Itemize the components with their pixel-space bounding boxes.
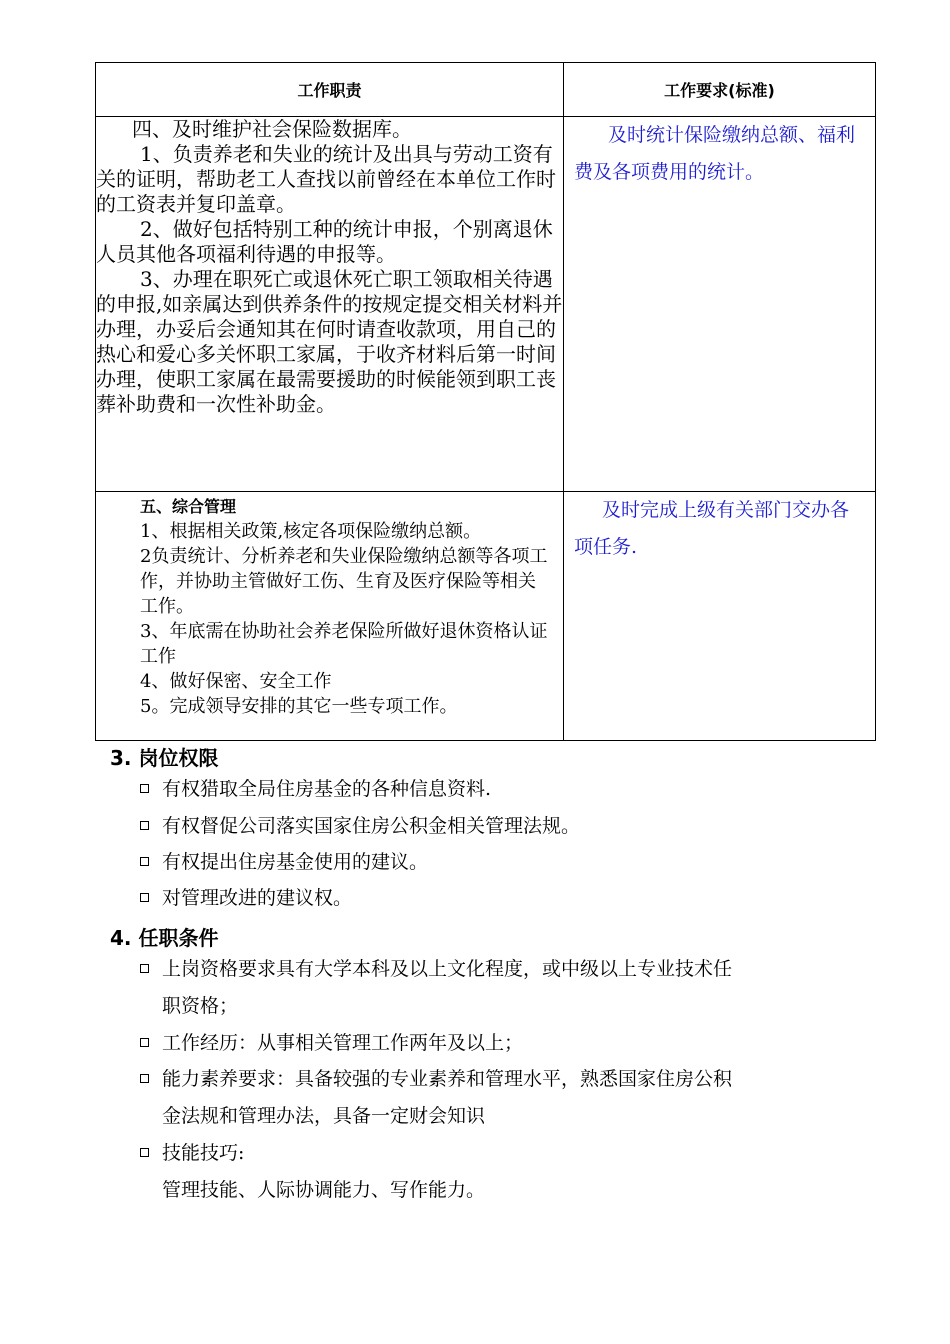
requirement-cell bbox=[564, 117, 876, 492]
list-item: 3、年底需在协助社会养老保险所做好退休资格认证工作 bbox=[140, 621, 548, 667]
list-item-continuation: 金法规和管理办法，具备一定财会知识 bbox=[162, 1105, 486, 1127]
table-header-row bbox=[96, 63, 876, 117]
checkbox-bullet-icon bbox=[140, 1074, 149, 1083]
requirement-text: 及时完成上级有关部门交办各项任务. bbox=[574, 499, 850, 558]
list-item-text: 技能技巧: bbox=[162, 1142, 245, 1164]
list-item-continuation: 管理技能、人际协调能力、写作能力。 bbox=[162, 1179, 486, 1201]
duty-cell bbox=[96, 117, 564, 492]
checkbox-bullet-icon bbox=[140, 964, 149, 973]
checkbox-bullet-icon bbox=[140, 1038, 149, 1047]
section-title-authority: 3. 岗位权限 bbox=[110, 746, 219, 770]
list-item-text: 有权提出住房基金使用的建议。 bbox=[162, 851, 429, 873]
list-item: 2负责统计、分析养老和失业保险缴纳总额等各项工作，并协助主管做好工伤、生育及医疗保险等相关工作。 bbox=[140, 546, 548, 617]
duty-cell bbox=[96, 492, 564, 741]
section-title-qualifications: 4. 任职条件 bbox=[110, 926, 219, 950]
list-item-text: 有权督促公司落实国家住房公积金相关管理法规。 bbox=[162, 815, 581, 837]
list-item bbox=[140, 771, 840, 808]
checkbox-bullet-icon bbox=[140, 821, 149, 830]
list-item: 2、做好包括特别工种的统计申报，个别离退休人员其他各项福利待遇的申报等。 bbox=[96, 217, 553, 266]
list-item bbox=[140, 808, 840, 845]
list-item-continuation: 职资格； bbox=[162, 995, 239, 1017]
duty-table bbox=[95, 62, 876, 741]
checkbox-bullet-icon bbox=[140, 784, 149, 793]
list-item-text: 上岗资格要求具有大学本科及以上文化程度，或中级以上专业技术任 bbox=[162, 958, 733, 980]
table-row bbox=[96, 117, 876, 492]
list-item bbox=[140, 951, 840, 1025]
section-heading: 五、综合管理 bbox=[140, 497, 237, 516]
header-duties: 工作职责 bbox=[96, 63, 564, 117]
list-item-text: 能力素养要求：具备较强的专业素养和管理水平，熟悉国家住房公积 bbox=[162, 1068, 733, 1090]
list-item-text: 有权猎取全局住房基金的各种信息资料. bbox=[162, 778, 492, 800]
list-item bbox=[140, 1061, 840, 1135]
section-heading: 四、及时维护社会保险数据库。 bbox=[132, 117, 412, 141]
duty-block bbox=[96, 117, 563, 417]
list-item: 4、做好保密、安全工作 bbox=[140, 671, 332, 692]
header-requirements: 工作要求(标准) bbox=[564, 63, 876, 117]
checkbox-bullet-icon bbox=[140, 893, 149, 902]
requirement-text: 及时统计保险缴纳总额、福利费及各项费用的统计。 bbox=[574, 124, 856, 183]
list-item bbox=[140, 1135, 840, 1209]
list-item-text: 工作经历：从事相关管理工作两年及以上； bbox=[162, 1032, 524, 1054]
checkbox-bullet-icon bbox=[140, 1148, 149, 1157]
checkbox-bullet-icon bbox=[140, 857, 149, 866]
list-item-text: 对管理改进的建议权。 bbox=[162, 887, 353, 909]
list-item: 1、负责养老和失业的统计及出具与劳动工资有关的证明，帮助老工人查找以前曾经在本单位工作时的工资表并复印盖章。 bbox=[96, 142, 556, 216]
list-item bbox=[140, 1025, 840, 1062]
list-item bbox=[140, 844, 840, 881]
list-item: 3、办理在职死亡或退休死亡职工领取相关待遇的申报,如亲属达到供养条件的按规定提交相关材料并办理，办妥后会通知其在何时请查收款项，用自己的热心和爱心多关怀职工家属，于收齐材料后第一时间办理，使职工家属在最需要援助的时候能领到职工丧葬补助费和一次性补助金。 bbox=[96, 267, 563, 416]
list-item: 5。完成领导安排的其它一些专项工作。 bbox=[140, 696, 458, 717]
duty-block bbox=[96, 492, 563, 719]
requirement-cell bbox=[564, 492, 876, 741]
list-item: 1、根据相关政策,核定各项保险缴纳总额。 bbox=[140, 521, 482, 542]
table-row bbox=[96, 492, 876, 741]
list-item bbox=[140, 880, 840, 917]
